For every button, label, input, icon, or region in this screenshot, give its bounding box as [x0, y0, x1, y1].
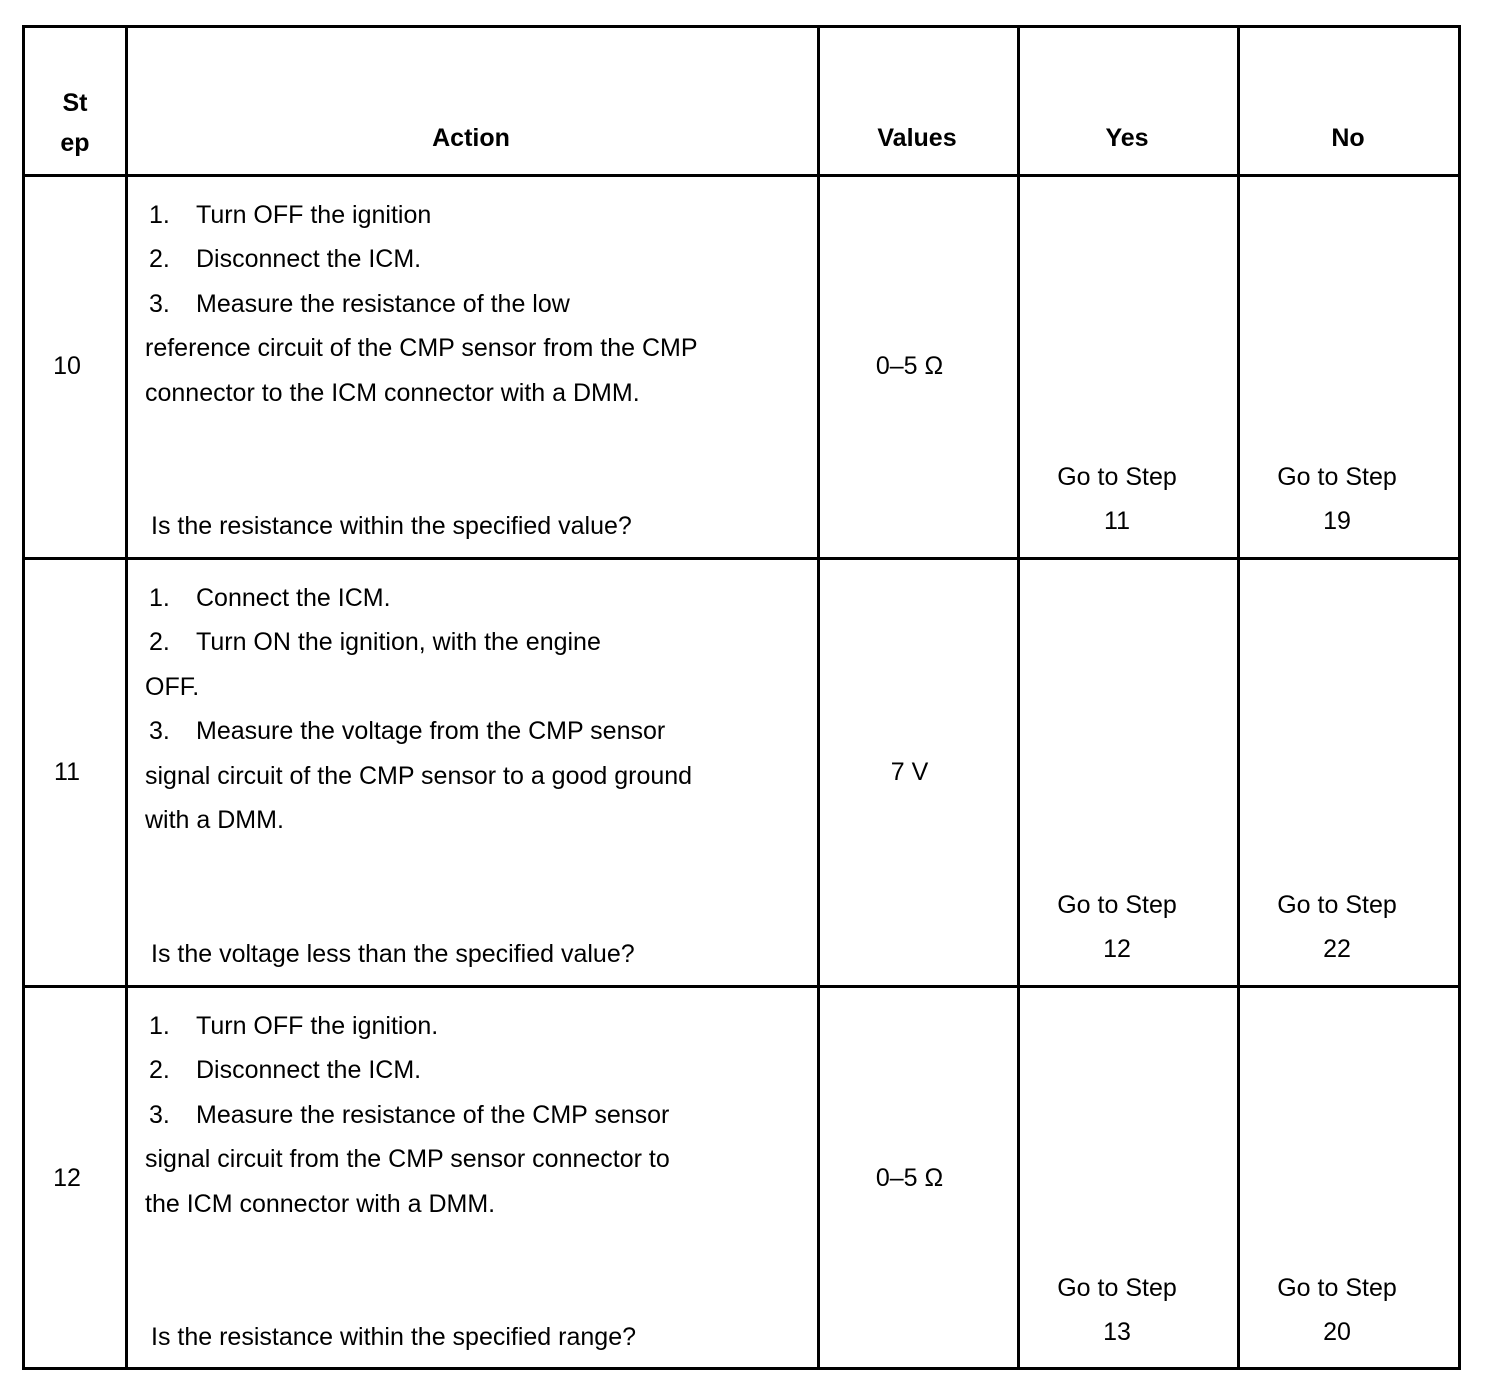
yes-goto: Go to Step 13	[1057, 1274, 1177, 1347]
action-item: 3. Measure the resistance of the CMP sensor	[149, 1100, 670, 1129]
action-steps	[145, 576, 785, 968]
action-question: Is the resistance within the specified value?	[151, 512, 632, 540]
no-goto: Go to Step 19	[1277, 463, 1397, 536]
column-divider	[125, 28, 128, 1367]
action-question: Is the voltage less than the specified value?	[151, 940, 635, 968]
action-continuation: with a DMM.	[145, 806, 284, 835]
action-continuation: reference circuit of the CMP sensor from the CMP	[145, 334, 698, 363]
no-goto: Go to Step 20	[1277, 1274, 1397, 1347]
action-item: 1. Turn OFF the ignition.	[149, 1012, 439, 1040]
action-continuation: OFF.	[145, 672, 200, 701]
row-divider	[25, 174, 1458, 177]
yes-goto: Go to Step 11	[1057, 463, 1177, 536]
action-continuation: signal circuit of the CMP sensor to a good ground	[145, 761, 693, 790]
header-step-line: St	[62, 89, 88, 117]
action-continuation: connector to the ICM connector with a DMM.	[145, 378, 640, 407]
action-item: 2. Disconnect the ICM.	[149, 1056, 422, 1085]
action-continuation: the ICM connector with a DMM.	[145, 1189, 496, 1218]
no-goto: Go to Step 22	[1277, 891, 1397, 964]
spec-value: 0–5 Ω	[875, 352, 944, 380]
step-number: 11	[54, 758, 80, 786]
procedure-table	[22, 25, 1461, 1370]
header-step	[25, 83, 125, 163]
action-item: 2. Turn ON the ignition, with the engine	[149, 628, 601, 657]
header-step-line: ep	[60, 129, 90, 157]
action-item: 3. Measure the voltage from the CMP sensor	[149, 717, 666, 746]
row-divider	[25, 985, 1458, 988]
action-steps	[145, 193, 785, 540]
step-number: 10	[53, 352, 81, 380]
yes-goto: Go to Step 12	[1057, 891, 1177, 964]
action-item: 1. Turn OFF the ignition	[149, 201, 432, 229]
action-item: 2. Disconnect the ICM.	[149, 245, 422, 274]
column-divider	[1237, 28, 1240, 1367]
step-number: 12	[53, 1164, 81, 1192]
action-continuation: signal circuit from the CMP sensor connector to	[145, 1145, 670, 1174]
action-question: Is the resistance within the specified range?	[151, 1323, 636, 1351]
action-item: 1. Connect the ICM.	[149, 584, 391, 612]
row-divider	[25, 557, 1458, 560]
spec-value: 0–5 Ω	[875, 1164, 944, 1192]
header-yes: Yes	[1105, 124, 1149, 152]
action-item: 3. Measure the resistance of the low	[149, 289, 570, 318]
column-divider	[1017, 28, 1020, 1367]
header-action: Action	[432, 124, 510, 152]
header-values: Values	[877, 124, 957, 152]
header-no: No	[1331, 124, 1365, 152]
action-steps	[145, 1004, 785, 1351]
spec-value: 7 V	[890, 758, 929, 786]
